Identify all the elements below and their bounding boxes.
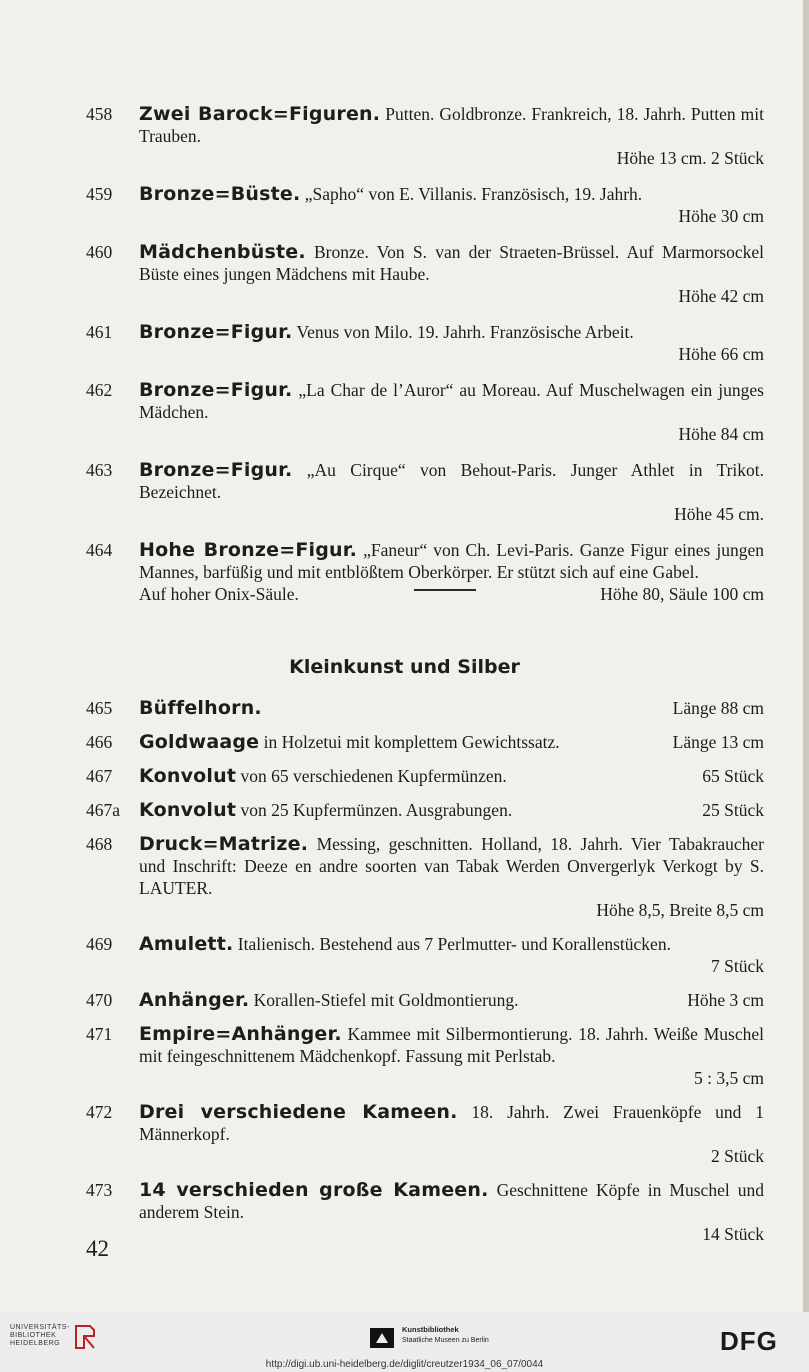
- catalog-entry: [86, 765, 764, 787]
- lot-dimension: 14 Stück: [702, 1224, 764, 1244]
- lot-extra-line: Auf hoher Onix-Säule.: [139, 584, 299, 604]
- page-number: 42: [86, 1236, 109, 1261]
- catalog-entry: [86, 1179, 764, 1245]
- catalog-entry: [86, 731, 764, 753]
- lot-dimension: Länge 13 cm: [672, 732, 764, 752]
- catalog-entry: [86, 459, 764, 525]
- lot-description: „Au Cirque“ von Behout-Paris. Junger Athlet in Trikot. Bezeichnet.: [139, 460, 764, 502]
- lot-description: 18. Jahrh. Zwei Frauenköpfe und 1 Männerkopf.: [139, 1102, 764, 1144]
- source-url[interactable]: http://digi.ub.uni-heidelberg.de/diglit/creutzer1934_06_07/0044: [265, 1359, 544, 1370]
- lot-description: „La Char de l’Auror“ au Moreau. Auf Muschelwagen ein junges Mädchen.: [139, 380, 764, 422]
- catalog-entry: [86, 539, 764, 605]
- lot-title: Bronze=Figur.: [139, 379, 293, 401]
- lot-number: 458: [86, 104, 113, 124]
- catalog-entry: [86, 103, 764, 169]
- catalog-entry: [86, 241, 764, 307]
- catalog-entry: [86, 321, 764, 365]
- lot-dimension: 65 Stück: [702, 766, 764, 786]
- lot-dimension: Höhe 45 cm.: [674, 504, 764, 524]
- lot-number: 464: [86, 540, 113, 560]
- lot-dimension: 5 : 3,5 cm: [694, 1068, 764, 1088]
- lot-title: Bronze=Figur.: [139, 321, 293, 343]
- section-divider: [414, 589, 476, 591]
- lot-dimension: Höhe 8,5, Breite 8,5 cm: [596, 900, 764, 920]
- lot-title: Empire=Anhänger.: [139, 1023, 342, 1045]
- kunstbibliothek-name: Kunstbibliothek: [402, 1325, 459, 1334]
- lot-dimension: 25 Stück: [702, 800, 764, 820]
- lot-description: Messing, geschnitten. Holland, 18. Jahrh. Vier Tabakraucher und Inschrift: Deeze en andre soorten van Tabak Werden Onvergerlyk Verkogt by S. LAUTER.: [139, 834, 764, 898]
- lot-description: in Holzetui mit komplettem Gewichtssatz.: [263, 732, 560, 752]
- lot-description: Bronze. Von S. van der Straeten-Brüssel. Auf Marmorsockel Büste eines jungen Mädchens mit Haube.: [139, 242, 764, 284]
- lot-number: 465: [86, 698, 113, 718]
- lot-dimension: Höhe 3 cm: [687, 990, 764, 1010]
- lot-description: von 65 verschiedenen Kupfermünzen.: [240, 766, 507, 786]
- catalog-entry: [86, 379, 764, 445]
- lot-title: Drei verschiedene Kameen.: [139, 1101, 458, 1123]
- lot-title: Bronze=Büste.: [139, 183, 301, 205]
- catalog-entry: [86, 933, 764, 977]
- lot-number: 469: [86, 934, 113, 954]
- lot-dimension: Höhe 42 cm: [678, 286, 764, 306]
- lot-number: 463: [86, 460, 113, 480]
- university-library-label: UNIVERSITÄTS- BIBLIOTHEK HEIDELBERG: [10, 1324, 70, 1347]
- lot-number: 467a: [86, 800, 121, 820]
- lot-title: Goldwaage: [139, 731, 260, 753]
- lot-dimension: 2 Stück: [711, 1146, 764, 1166]
- lot-dimension: 7 Stück: [711, 956, 764, 976]
- catalog-entry: [86, 697, 764, 719]
- university-logo-icon: [72, 1322, 98, 1350]
- lot-title: Anhänger.: [139, 989, 250, 1011]
- lot-description: Korallen-Stiefel mit Goldmontierung.: [253, 990, 519, 1010]
- lot-description: „Sapho“ von E. Villanis. Französisch, 19. Jahrh.: [304, 184, 643, 204]
- lot-title: Bronze=Figur.: [139, 459, 293, 481]
- lot-number: 468: [86, 834, 113, 854]
- lot-title: Konvolut: [139, 765, 237, 787]
- catalog-entry: [86, 833, 764, 921]
- catalog-entry: [86, 799, 764, 821]
- lot-description: Kammee mit Silbermontierung. 18. Jahrh. Weiße Muschel mit feingeschnittenem Mädchenkopf. Fassung mit Perlstab.: [139, 1024, 765, 1066]
- lot-description: „Faneur“ von Ch. Levi-Paris. Ganze Figur eines jungen Mannes, barfüßig und mit entblößtem Oberkörper. Er stützt sich auf eine Gabel.: [139, 540, 764, 582]
- lot-description: Italienisch. Bestehend aus 7 Perlmutter- und Korallenstücken.: [237, 934, 671, 954]
- lot-dimension: Höhe 30 cm: [678, 206, 764, 226]
- lot-title: Mädchenbüste.: [139, 241, 306, 263]
- lot-number: 472: [86, 1102, 113, 1122]
- lot-number: 467: [86, 766, 113, 786]
- lot-title: Büffelhorn.: [139, 697, 262, 719]
- catalog-entry: [86, 1101, 764, 1167]
- lot-dimension: Höhe 80, Säule 100 cm: [600, 584, 764, 604]
- lot-title: Zwei Barock=Figuren.: [139, 103, 381, 125]
- lot-title: Druck=Matrize.: [139, 833, 309, 855]
- lot-title: Amulett.: [139, 933, 234, 955]
- lot-description: Putten. Goldbronze. Frankreich, 18. Jahrh. Putten mit Trauben.: [139, 104, 764, 146]
- lot-dimension: Länge 88 cm: [672, 698, 764, 718]
- lot-description: Geschnittene Köpfe in Muschel und anderem Stein.: [139, 1180, 765, 1222]
- viewer-footer: [0, 1312, 809, 1372]
- dfg-logo: DFG: [720, 1326, 778, 1356]
- section-heading: Kleinkunst und Silber: [289, 656, 520, 678]
- lot-dimension: Höhe 13 cm. 2 Stück: [616, 148, 764, 168]
- lot-number: 471: [86, 1024, 113, 1044]
- lot-number: 461: [86, 322, 113, 342]
- lot-number: 473: [86, 1180, 113, 1200]
- lot-number: 460: [86, 242, 113, 262]
- lot-description: von 25 Kupfermünzen. Ausgrabungen.: [240, 800, 513, 820]
- lot-dimension: Höhe 84 cm: [678, 424, 764, 444]
- catalog-entry: [86, 183, 764, 227]
- lot-number: 462: [86, 380, 113, 400]
- lot-title: Konvolut: [139, 799, 237, 821]
- catalog-list-kleinkunst: [86, 697, 764, 1257]
- lot-title: Hohe Bronze=Figur.: [139, 539, 358, 561]
- catalog-list-bronzes: [86, 103, 764, 619]
- lot-number: 459: [86, 184, 113, 204]
- catalog-entry: [86, 1023, 764, 1089]
- lot-title: 14 verschieden große Kameen.: [139, 1179, 489, 1201]
- lot-description: Venus von Milo. 19. Jahrh. Französische Arbeit.: [296, 322, 634, 342]
- lot-number: 470: [86, 990, 113, 1010]
- lot-number: 466: [86, 732, 113, 752]
- catalog-entry: [86, 989, 764, 1011]
- kunstbibliothek-logo-icon: [370, 1328, 394, 1348]
- kunstbibliothek-subtitle: Staatliche Museen zu Berlin: [402, 1337, 489, 1344]
- lot-dimension: Höhe 66 cm: [678, 344, 764, 364]
